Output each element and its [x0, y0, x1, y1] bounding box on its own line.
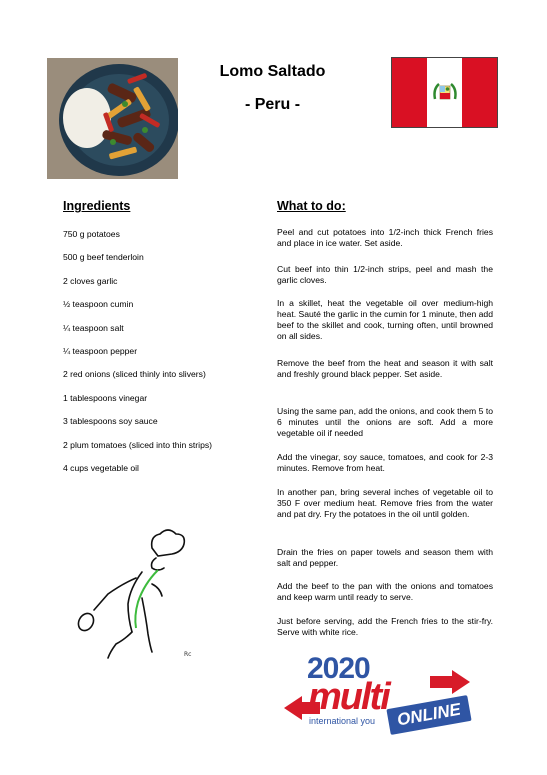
logo-online-badge: ONLINE — [386, 695, 471, 735]
peru-flag — [391, 57, 498, 128]
ingredients-list — [63, 229, 212, 486]
instruction-step: Add the beef to the pan with the onions and tomatoes and keep warm until ready to serve. — [277, 581, 493, 602]
logo-tagline: international you — [309, 716, 376, 726]
ingredient-item: ¼ teaspoon pepper — [63, 345, 138, 356]
ingredient-item: 2 cloves garlic — [63, 275, 118, 286]
flag-center-band — [427, 58, 462, 127]
ingredient-item: 4 cups vegetable oil — [63, 462, 139, 473]
coat-of-arms-icon — [431, 79, 459, 107]
ingredient-item: 500 g beef tenderloin — [63, 252, 144, 263]
flag-left-band — [392, 58, 427, 127]
instruction-step: In a skillet, heat the vegetable oil over medium-high heat. Sauté the garlic in the cumin for 1 minute, then add beef to the skillet and cook, turning often, until browned on all sides. — [277, 298, 493, 341]
instruction-step: Cut beef into thin 1/2-inch strips, peel and mash the garlic cloves. — [277, 264, 493, 285]
ingredient-item: 2 red onions (sliced thinly into slivers) — [63, 369, 206, 380]
ingredient-item: 3 tablespoons soy sauce — [63, 416, 158, 427]
flag-right-band — [462, 58, 497, 127]
lomo-saltado-plate-image — [47, 58, 178, 179]
instruction-step: Remove the beef from the heat and season it with salt and freshly ground black pepper. Set aside. — [277, 358, 493, 379]
ingredient-item: ¼ teaspoon salt — [63, 322, 124, 333]
svg-text:Rc: Rc — [184, 651, 192, 658]
ingredient-item: 2 plum tomatoes (sliced into thin strips) — [63, 439, 213, 450]
dish-photo — [47, 58, 178, 179]
instruction-step: Peel and cut potatoes into 1/2-inch thick French fries and place in ice water. Set aside. — [277, 227, 493, 248]
instruction-step: Add the vinegar, soy sauce, tomatoes, and cook for 2-3 minutes. Remove from heat. — [277, 452, 493, 473]
instruction-step: Using the same pan, add the onions, and cook them 5 to 6 minutes until the onions are soft. Add a more vegetable oil if needed — [277, 406, 493, 438]
logo-year: 2020 — [307, 652, 370, 685]
ingredient-item: ½ teaspoon cumin — [63, 299, 134, 310]
instructions-heading: What to do: — [277, 199, 346, 213]
chef-with-spoon-icon — [72, 528, 202, 668]
instruction-step: Drain the fries on paper towels and season them with salt and pepper. — [277, 547, 493, 568]
instruction-step: In another pan, bring several inches of vegetable oil to 350 F over medium heat. Remove fries from the water and pat dry. Fry the potatoes in the oil until golden. — [277, 487, 493, 519]
ingredient-item: 750 g potatoes — [63, 229, 120, 239]
recipe-country: - Peru - — [244, 96, 301, 113]
instruction-step: Just before serving, add the French fries to the stir-fry. Serve with white rice. — [277, 616, 493, 637]
ingredient-item: 1 tablespoons vinegar — [63, 392, 148, 403]
chef-sketch — [72, 528, 202, 668]
recipe-title: Lomo Saltado — [219, 63, 326, 80]
logo-wordmark: multi — [308, 676, 389, 718]
ingredients-heading: Ingredients — [63, 199, 131, 213]
